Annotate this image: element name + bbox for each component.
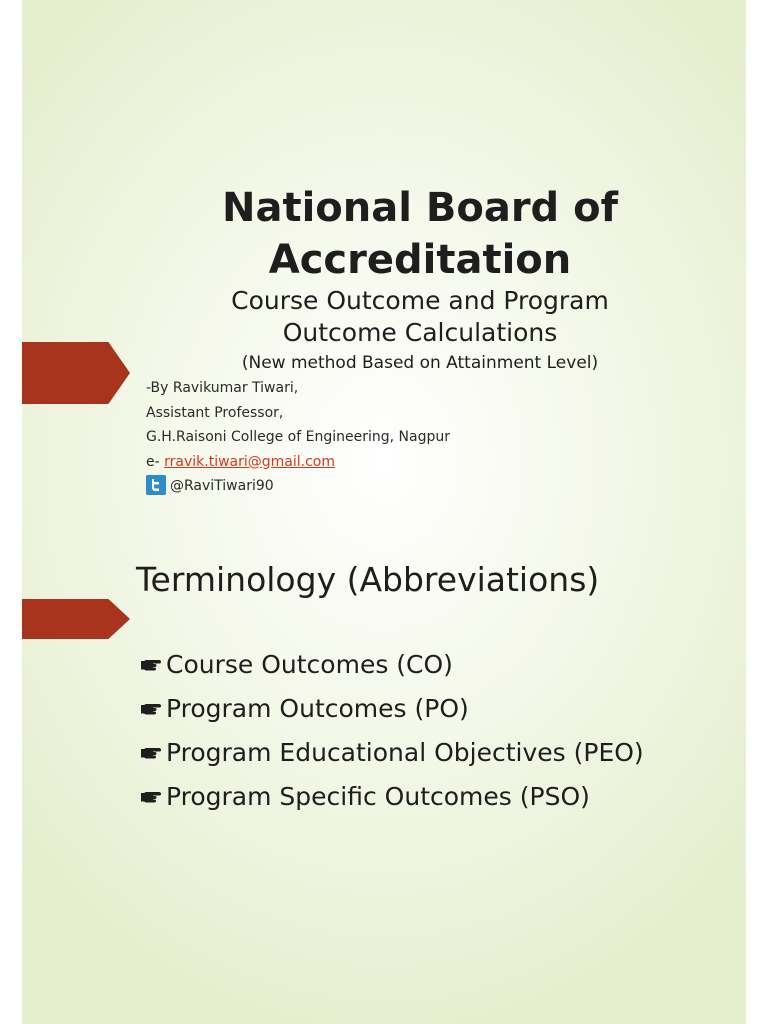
terminology-slide — [22, 530, 746, 1024]
title-slide — [22, 0, 746, 530]
hand-pointer-icon — [140, 658, 162, 672]
list-item — [140, 687, 644, 731]
author-name: -By Ravikumar Tiwari, — [146, 380, 299, 396]
arrow-marker-icon — [22, 599, 130, 639]
document-page — [22, 0, 746, 1024]
email-prefix: e- — [146, 453, 160, 470]
list-item-text: Course Outcomes (CO) — [166, 650, 453, 679]
twitter-handle: @RaviTiwari90 — [170, 478, 274, 494]
email-link[interactable]: rravik.tiwari@gmail.com — [164, 453, 335, 470]
hand-pointer-icon — [140, 702, 162, 716]
section-heading: Terminology (Abbreviations) — [136, 560, 600, 599]
list-item-text: Program Outcomes (PO) — [166, 694, 469, 723]
page-title: National Board of Accreditation — [221, 185, 618, 283]
list-item — [140, 643, 644, 687]
author-block — [146, 376, 450, 499]
subtitle-line-2: Outcome Calculations — [282, 318, 558, 347]
list-item — [140, 731, 644, 775]
author-role: Assistant Professor, — [146, 404, 284, 421]
author-twitter-line — [146, 474, 450, 499]
hand-pointer-icon — [140, 790, 162, 804]
author-email-line — [146, 450, 450, 475]
author-organization: G.H.Raisoni College of Engineering, Nagpur — [146, 429, 450, 445]
subtitle — [172, 285, 668, 349]
arrow-marker-icon — [22, 342, 130, 404]
subtitle-line-1: Course Outcome and Program — [231, 286, 609, 315]
twitter-bird-icon[interactable] — [146, 475, 166, 495]
hand-pointer-icon — [140, 746, 162, 760]
abbreviation-list — [140, 643, 644, 819]
method-note: (New method Based on Attainment Level) — [241, 353, 599, 373]
list-item-text: Program Educational Objectives (PEO) — [166, 738, 644, 767]
list-item — [140, 775, 644, 819]
list-item-text: Program Specific Outcomes (PSO) — [166, 782, 590, 811]
